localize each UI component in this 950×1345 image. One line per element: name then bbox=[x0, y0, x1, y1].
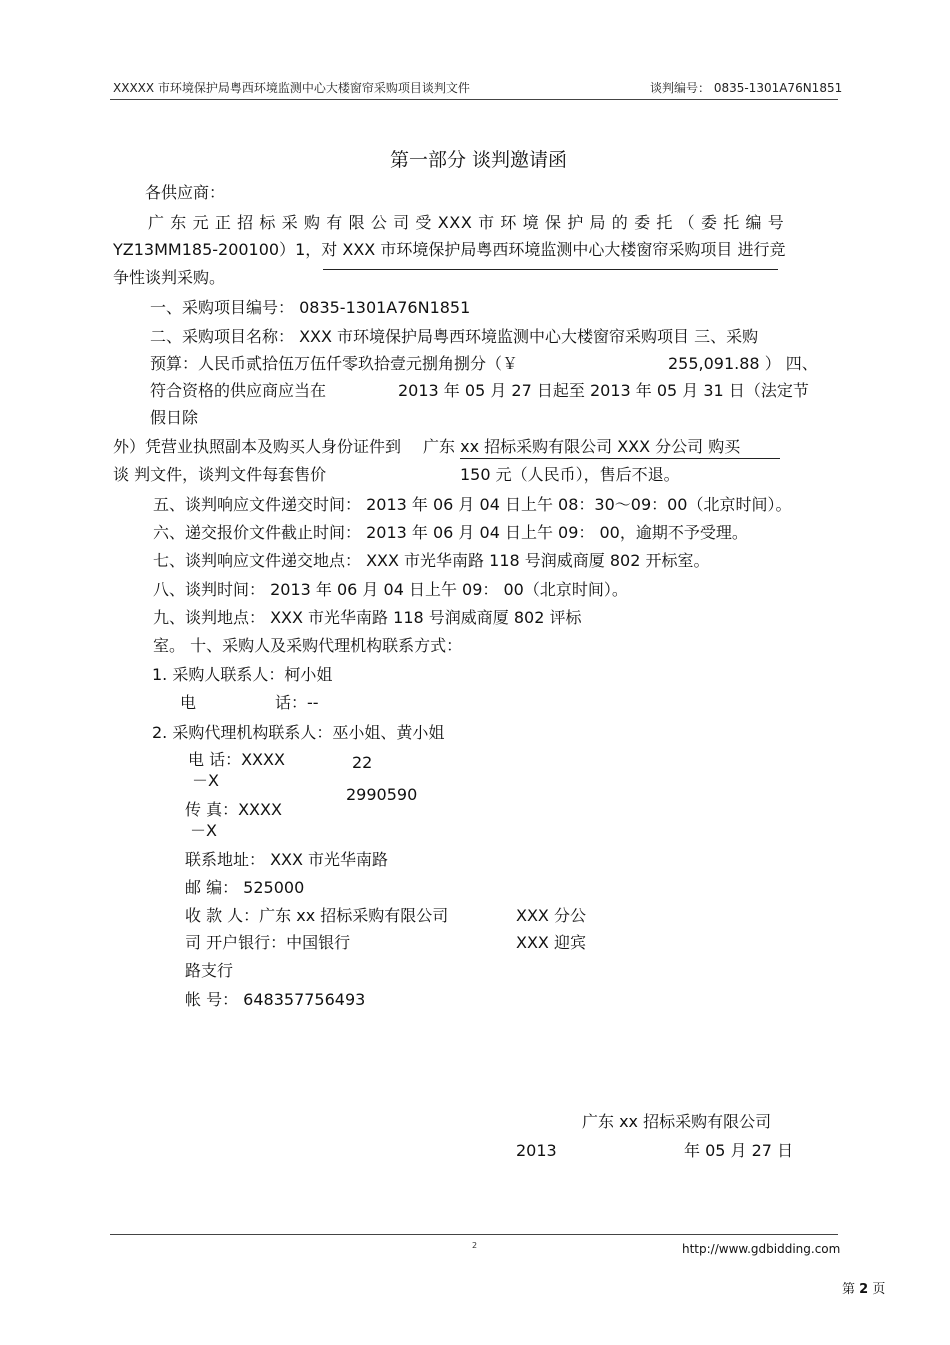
item-purchase-place-pre: 外）凭营业执照副本及购买人身份证件到 bbox=[113, 437, 402, 456]
agency-address: 联系地址： XXX 市光华南路 bbox=[185, 850, 389, 869]
agency-fax-dash: －X bbox=[190, 821, 217, 840]
payee: 收 款 人：广东 xx 招标采购有限公司 bbox=[185, 906, 449, 925]
header-negotiation-number: 谈判编号： 0835-1301A76N1851 bbox=[650, 81, 843, 95]
payee-branch: XXX 分公 bbox=[516, 906, 586, 925]
project-name-underline bbox=[323, 269, 778, 270]
intro-line-2-end: 进行竞 bbox=[732, 240, 786, 259]
bank: 司 开户银行：中国银行 bbox=[185, 933, 351, 952]
signature-year: 2013 bbox=[516, 1141, 557, 1160]
header-document-title: XXXXX 市环境保护局粤西环境监测中心大楼窗帘采购项目谈判文件 bbox=[113, 81, 470, 95]
item-negotiation-time: 八、谈判时间： 2013 年 06 月 04 日上午 09： 00（北京时间）。 bbox=[153, 580, 628, 599]
item-negotiation-place: 九、谈判地点： XXX 市光华南路 118 号润威商厦 802 评标 bbox=[153, 608, 582, 627]
intro-line-3: 争性谈判采购。 bbox=[113, 268, 226, 287]
signature-company: 广东 xx 招标采购有限公司 bbox=[582, 1112, 772, 1131]
agency-fax: 传 真：XXXX bbox=[185, 800, 282, 819]
agency-underline bbox=[460, 458, 780, 459]
agency-contact: 2. 采购代理机构联系人：巫小姐、黄小姐 bbox=[152, 723, 445, 742]
item-contact-heading: 室。 十、采购人及采购代理机构联系方式： bbox=[153, 636, 463, 655]
purchaser-phone-value: 话：-- bbox=[275, 693, 319, 712]
footer-divider bbox=[110, 1234, 838, 1235]
item-project-number: 一、采购项目编号： 0835-1301A76N1851 bbox=[150, 298, 471, 317]
item-submission-place: 七、谈判响应文件递交地点： XXX 市光华南路 118 号润威商厦 802 开标室。 bbox=[153, 551, 710, 570]
item-eligibility-dates: 2013 年 05 月 27 日起至 2013 年 05 月 31 日（法定节 bbox=[398, 381, 809, 400]
header-divider bbox=[110, 99, 838, 100]
agency-phone-dash: －X bbox=[192, 771, 219, 790]
bank-branch-cont: 路支行 bbox=[185, 961, 234, 980]
item-submission-time: 五、谈判响应文件递交时间： 2013 年 06 月 04 日上午 08：30～09：00（北京时间）。 bbox=[153, 495, 792, 514]
intro-project-name: XXX 市环境保护局粤西环境监测中心大楼窗帘采购项目 bbox=[342, 240, 733, 259]
agency-phone-number: 2990590 bbox=[346, 785, 418, 804]
agency-name: 广东 xx 招标采购有限公司 XXX 分公司 bbox=[423, 437, 704, 456]
item-deadline: 六、递交报价文件截止时间： 2013 年 06 月 04 日上午 09： 00，逾期不予受理。 bbox=[153, 523, 748, 542]
item-eligibility: 符合资格的供应商应当在 bbox=[150, 381, 327, 400]
item-document-price-amount: 150 元（人民币），售后不退。 bbox=[460, 465, 680, 484]
bank-branch: XXX 迎宾 bbox=[516, 933, 586, 952]
agency-postcode: 邮 编： 525000 bbox=[185, 878, 305, 897]
item-budget: 预算：人民币贰拾伍万伍仟零玖拾壹元捌角捌分（￥ bbox=[150, 354, 519, 373]
page-indicator bbox=[842, 1278, 885, 1297]
agency-phone-area: 22 bbox=[352, 753, 373, 772]
item-purchase-place bbox=[113, 437, 740, 457]
item-budget-amount: 255,091.88 ） 四、 bbox=[668, 354, 818, 373]
item-document-price: 谈 判文件，谈判文件每套售价 bbox=[113, 465, 327, 484]
footer-url[interactable]: http://www.gdbidding.com bbox=[682, 1242, 841, 1256]
item-project-name: 二、采购项目名称： XXX 市环境保护局粤西环境监测中心大楼窗帘采购项目 三、采购 bbox=[150, 327, 759, 346]
item-eligibility-holiday: 假日除 bbox=[150, 408, 199, 427]
intro-line-2 bbox=[113, 240, 785, 260]
salutation: 各供应商： bbox=[145, 183, 226, 202]
agency-phone: 电 话：XXXX bbox=[188, 750, 285, 769]
page-suffix: 页 bbox=[872, 1282, 886, 1297]
intro-line-1: 广 东 元 正 招 标 采 购 有 限 公 司 受 XXX 市 环 境 保 护 局 的 委 托 （ 委 托 编 号 bbox=[148, 213, 785, 232]
page-prefix: 第 bbox=[842, 1282, 856, 1297]
intro-entrust-number: YZ13MM185-200100）1，对 bbox=[113, 240, 343, 259]
purchaser-contact: 1. 采购人联系人：柯小姐 bbox=[152, 665, 333, 684]
page-number: 2 bbox=[859, 1282, 869, 1297]
bank-account: 帐 号： 648357756493 bbox=[185, 990, 366, 1009]
footer-center-number: 2 bbox=[472, 1241, 478, 1250]
item-purchase-place-post: 购买 bbox=[703, 437, 741, 456]
purchaser-phone-label: 电 bbox=[180, 693, 197, 712]
page-title: 第一部分 谈判邀请函 bbox=[390, 149, 568, 171]
signature-date: 年 05 月 27 日 bbox=[684, 1141, 794, 1160]
